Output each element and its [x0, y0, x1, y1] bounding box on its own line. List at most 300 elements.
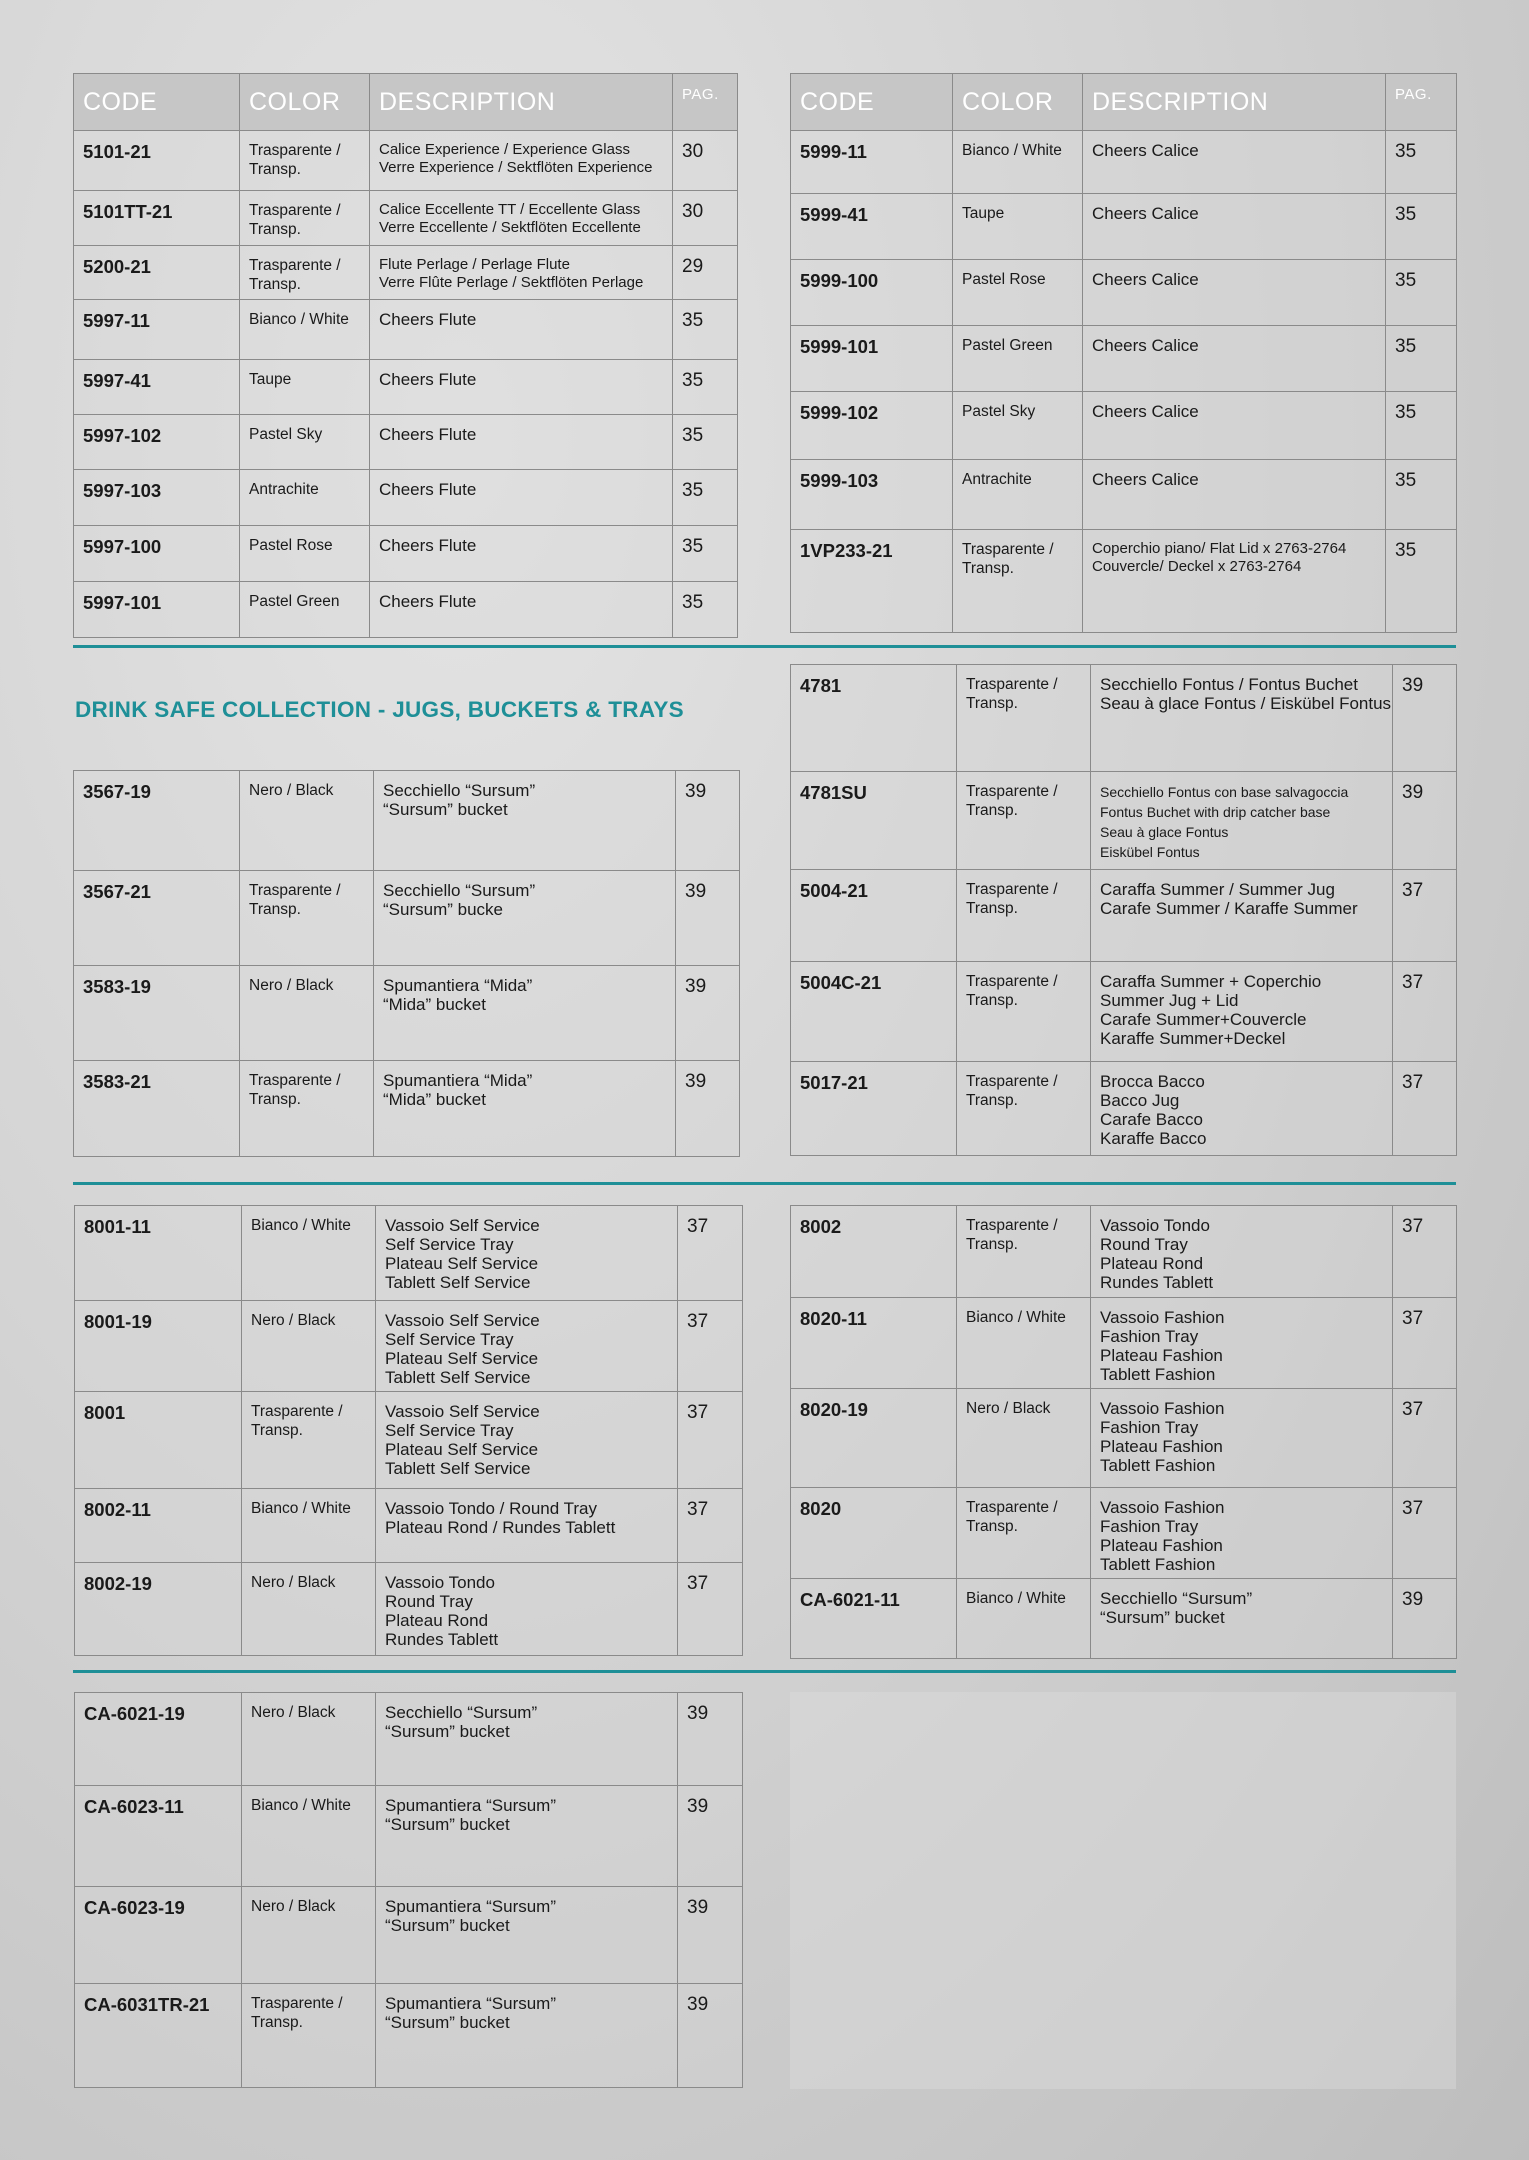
product-description: [1083, 194, 1386, 260]
description-line: Seau à glace Fontus / Eiskübel Fontus: [1100, 694, 1392, 713]
color-line: Pastel Green: [962, 337, 1053, 354]
catalog-page-number: 37: [678, 1563, 743, 1656]
description-line: Summer Jug + Lid: [1100, 991, 1239, 1010]
product-code: 5997-11: [74, 300, 240, 360]
catalog-table-top-right: [790, 73, 1457, 633]
catalog-page-number: 37: [1393, 962, 1457, 1062]
table-row: [791, 392, 1457, 460]
product-color: [957, 1298, 1091, 1389]
catalog-page-number: 39: [1393, 772, 1457, 870]
description-line: Round Tray: [385, 1592, 473, 1611]
product-code: 5997-102: [74, 415, 240, 470]
color-line: Trasparente /: [966, 881, 1058, 898]
catalog-page-number: 35: [1386, 326, 1457, 392]
table-header-row: [74, 74, 738, 131]
table-row: [75, 1563, 743, 1656]
description-line: “Sursum” bucke: [383, 900, 503, 919]
catalog-page-number: 35: [673, 415, 738, 470]
description-line: Secchiello “Sursum”: [1100, 1589, 1253, 1608]
catalog-page-number: 39: [676, 966, 740, 1061]
description-line: Tablett Self Service: [385, 1368, 531, 1387]
description-line: “Sursum” bucket: [383, 800, 508, 819]
product-color: [957, 1488, 1091, 1579]
product-code: CA-6023-11: [75, 1786, 242, 1887]
description-line: Cheers Flute: [379, 536, 477, 555]
product-code: CA-6021-19: [75, 1693, 242, 1786]
description-line: Spumantiera “Sursum”: [385, 1994, 557, 2013]
color-line: Nero / Black: [251, 1898, 336, 1915]
product-color: [240, 191, 370, 246]
product-code: 3583-21: [74, 1061, 240, 1157]
description-line: “Sursum” bucket: [385, 1722, 510, 1741]
color-line: Transp.: [251, 1422, 303, 1439]
color-line: Antrachite: [249, 481, 319, 498]
catalog-page-number: 30: [673, 191, 738, 246]
description-line: “Sursum” bucket: [1100, 1608, 1225, 1627]
product-code: 5200-21: [74, 246, 240, 300]
table-row: [791, 194, 1457, 260]
product-color: [957, 962, 1091, 1062]
product-color: [242, 1786, 376, 1887]
product-color: [242, 1693, 376, 1786]
product-code: 5997-41: [74, 360, 240, 415]
product-description: [1091, 665, 1393, 772]
catalog-page-number: 37: [1393, 1062, 1457, 1156]
product-color: [242, 1489, 376, 1563]
catalog-page-number: 37: [1393, 1206, 1457, 1298]
color-line: Trasparente /: [249, 142, 341, 159]
color-line: Transp.: [249, 276, 301, 293]
color-line: Bianco / White: [251, 1217, 351, 1234]
table-row: [791, 1298, 1457, 1389]
description-line: Couvercle/ Deckel x 2763-2764: [1092, 558, 1302, 575]
color-line: Pastel Sky: [962, 403, 1036, 420]
product-color: [240, 771, 374, 871]
product-color: [953, 260, 1083, 326]
product-code: 5997-101: [74, 582, 240, 638]
product-color: [957, 665, 1091, 772]
product-color: [953, 326, 1083, 392]
product-color: [957, 870, 1091, 962]
product-color: [953, 460, 1083, 530]
catalog-page-number: 35: [1386, 260, 1457, 326]
product-description: [376, 1489, 678, 1563]
header-description: DESCRIPTION: [1083, 74, 1386, 131]
description-line: Verre Experience / Sektflöten Experience: [379, 159, 653, 176]
product-code: 8001: [75, 1392, 242, 1489]
table-row: [791, 870, 1457, 962]
product-color: [957, 1062, 1091, 1156]
product-description: [370, 582, 673, 638]
table-row: [74, 526, 738, 582]
table-row: [74, 360, 738, 415]
description-line: Cheers Flute: [379, 425, 477, 444]
product-color: [240, 415, 370, 470]
description-line: Secchiello Fontus con base salvagoccia: [1100, 784, 1349, 800]
description-line: Cheers Flute: [379, 370, 477, 389]
color-line: Trasparente /: [249, 1072, 341, 1089]
description-line: Cheers Flute: [379, 310, 477, 329]
description-line: Tablett Fashion: [1100, 1365, 1216, 1384]
color-line: Antrachite: [962, 471, 1032, 488]
description-line: Spumantiera “Mida”: [383, 1071, 533, 1090]
product-color: [242, 1984, 376, 2088]
description-line: Vassoio Fashion: [1100, 1399, 1225, 1418]
color-line: Trasparente /: [966, 973, 1058, 990]
color-line: Nero / Black: [251, 1574, 336, 1591]
table-row: [74, 191, 738, 246]
product-description: [1083, 326, 1386, 392]
catalog-page-number: 29: [673, 246, 738, 300]
catalog-page-number: 39: [676, 871, 740, 966]
product-color: [957, 1579, 1091, 1659]
catalog-page-number: 35: [1386, 530, 1457, 633]
description-line: Fashion Tray: [1100, 1517, 1199, 1536]
description-line: Tablett Fashion: [1100, 1456, 1216, 1475]
color-line: Trasparente /: [249, 202, 341, 219]
product-color: [240, 966, 374, 1061]
description-line: Vassoio Self Service: [385, 1311, 540, 1330]
catalog-page-number: 39: [676, 1061, 740, 1157]
description-line: Karaffe Bacco: [1100, 1129, 1207, 1148]
product-color: [240, 360, 370, 415]
product-color: [240, 871, 374, 966]
catalog-page-number: 35: [1386, 194, 1457, 260]
table-row: [74, 300, 738, 360]
color-line: Trasparente /: [966, 676, 1058, 693]
product-description: [370, 131, 673, 191]
color-line: Trasparente /: [251, 1403, 343, 1420]
product-color: [242, 1206, 376, 1301]
catalog-page-number: 37: [1393, 870, 1457, 962]
divider-3: [73, 1670, 1456, 1673]
product-code: 8001-19: [75, 1301, 242, 1392]
table-row: [74, 131, 738, 191]
table-row: [791, 530, 1457, 633]
catalog-table-low-right: [790, 1205, 1457, 1659]
product-description: [1091, 1298, 1393, 1389]
description-line: “Sursum” bucket: [385, 2013, 510, 2032]
product-code: 5999-102: [791, 392, 953, 460]
product-description: [1091, 1488, 1393, 1579]
product-code: 5997-100: [74, 526, 240, 582]
color-line: Nero / Black: [251, 1704, 336, 1721]
header-color: COLOR: [240, 74, 370, 131]
product-color: [240, 582, 370, 638]
product-description: [376, 1563, 678, 1656]
table-row: [74, 246, 738, 300]
description-line: Self Service Tray: [385, 1235, 514, 1254]
description-line: Secchiello “Sursum”: [385, 1703, 538, 1722]
description-line: Cheers Flute: [379, 592, 477, 611]
color-line: Transp.: [249, 221, 301, 238]
product-color: [953, 131, 1083, 194]
product-description: [370, 360, 673, 415]
catalog-page-number: 39: [678, 1786, 743, 1887]
table-row: [791, 665, 1457, 772]
header-page: PAG.: [1386, 74, 1457, 131]
color-line: Transp.: [966, 695, 1018, 712]
catalog-page-number: 35: [673, 300, 738, 360]
product-description: [374, 1061, 676, 1157]
description-line: Plateau Self Service: [385, 1440, 539, 1459]
product-code: 5999-11: [791, 131, 953, 194]
color-line: Nero / Black: [966, 1400, 1051, 1417]
description-line: Karaffe Summer+Deckel: [1100, 1029, 1286, 1048]
description-line: Calice Experience / Experience Glass: [379, 141, 630, 158]
product-description: [1083, 530, 1386, 633]
color-line: Nero / Black: [249, 977, 334, 994]
catalog-page-number: 39: [678, 1984, 743, 2088]
product-description: [376, 1206, 678, 1301]
product-code: 3583-19: [74, 966, 240, 1061]
color-line: Transp.: [249, 901, 301, 918]
table-row: [791, 260, 1457, 326]
color-line: Transp.: [962, 560, 1014, 577]
product-description: [376, 1887, 678, 1984]
product-description: [370, 300, 673, 360]
table-row: [75, 1301, 743, 1392]
table-row: [791, 1488, 1457, 1579]
product-code: 5999-100: [791, 260, 953, 326]
product-description: [370, 191, 673, 246]
header-color: COLOR: [953, 74, 1083, 131]
description-line: Vassoio Tondo: [385, 1573, 495, 1592]
description-line: Vassoio Self Service: [385, 1402, 540, 1421]
color-line: Transp.: [249, 1091, 301, 1108]
catalog-page-number: 35: [1386, 392, 1457, 460]
table-row: [74, 1061, 740, 1157]
product-code: CA-6023-19: [75, 1887, 242, 1984]
product-code: CA-6031TR-21: [75, 1984, 242, 2088]
table-row: [75, 1693, 743, 1786]
divider-2: [73, 1182, 1456, 1185]
description-line: Plateau Self Service: [385, 1349, 539, 1368]
product-description: [1091, 1389, 1393, 1488]
header-page: PAG.: [673, 74, 738, 131]
table-row: [75, 1984, 743, 2088]
color-line: Trasparente /: [966, 1217, 1058, 1234]
description-line: Vassoio Tondo: [1100, 1216, 1210, 1235]
catalog-page-number: 30: [673, 131, 738, 191]
product-color: [242, 1563, 376, 1656]
description-line: Cheers Calice: [1092, 336, 1199, 355]
description-line: “Sursum” bucket: [385, 1916, 510, 1935]
table-row: [791, 131, 1457, 194]
product-description: [370, 415, 673, 470]
product-description: [376, 1301, 678, 1392]
product-description: [376, 1984, 678, 2088]
catalog-table-low-left: [74, 1205, 743, 1656]
header-code: CODE: [74, 74, 240, 131]
description-line: Seau à glace Fontus: [1100, 824, 1229, 840]
product-code: 8002-11: [75, 1489, 242, 1563]
product-color: [240, 526, 370, 582]
catalog-page-number: 35: [1386, 131, 1457, 194]
table-row: [75, 1887, 743, 1984]
description-line: Verre Eccellente / Sektflöten Eccellente: [379, 219, 641, 236]
description-line: Plateau Self Service: [385, 1254, 539, 1273]
product-color: [957, 1206, 1091, 1298]
description-line: Plateau Rond: [1100, 1254, 1204, 1273]
description-line: Cheers Flute: [379, 480, 477, 499]
catalog-page-number: 37: [1393, 1488, 1457, 1579]
product-description: [1083, 260, 1386, 326]
description-line: Tablett Self Service: [385, 1273, 531, 1292]
description-line: Carafe Bacco: [1100, 1110, 1203, 1129]
catalog-page-number: 35: [673, 526, 738, 582]
color-line: Pastel Rose: [962, 271, 1046, 288]
description-line: Flute Perlage / Perlage Flute: [379, 256, 570, 273]
description-line: Brocca Bacco: [1100, 1072, 1205, 1091]
catalog-table-mid-left: [73, 770, 740, 1157]
catalog-page-number: 39: [676, 771, 740, 871]
table-row: [791, 326, 1457, 392]
color-line: Taupe: [249, 371, 292, 388]
header-code: CODE: [791, 74, 953, 131]
table-row: [75, 1392, 743, 1489]
catalog-page-number: 39: [1393, 1579, 1457, 1659]
product-color: [240, 131, 370, 191]
color-line: Transp.: [251, 2014, 303, 2031]
product-color: [242, 1301, 376, 1392]
product-code: 4781: [791, 665, 957, 772]
description-line: Self Service Tray: [385, 1421, 514, 1440]
product-description: [376, 1693, 678, 1786]
product-code: 5997-103: [74, 470, 240, 526]
description-line: Plateau Rond / Rundes Tablett: [385, 1518, 616, 1537]
product-color: [240, 300, 370, 360]
catalog-page-number: 35: [673, 582, 738, 638]
table-row: [791, 1206, 1457, 1298]
catalog-page-number: 39: [678, 1693, 743, 1786]
product-code: 1VP233-21: [791, 530, 953, 633]
color-line: Transp.: [966, 1092, 1018, 1109]
color-line: Trasparente /: [251, 1995, 343, 2012]
table-row: [791, 1579, 1457, 1659]
color-line: Pastel Green: [249, 593, 340, 610]
product-color: [240, 470, 370, 526]
table-row: [791, 962, 1457, 1062]
catalog-page-number: 35: [1386, 460, 1457, 530]
description-line: Spumantiera “Sursum”: [385, 1897, 557, 1916]
description-line: Fashion Tray: [1100, 1418, 1199, 1437]
product-description: [370, 246, 673, 300]
color-line: Pastel Sky: [249, 426, 323, 443]
product-color: [953, 194, 1083, 260]
description-line: Self Service Tray: [385, 1330, 514, 1349]
description-line: Spumantiera “Sursum”: [385, 1796, 557, 1815]
description-line: Secchiello “Sursum”: [383, 881, 536, 900]
table-row: [74, 582, 738, 638]
description-line: Tablett Fashion: [1100, 1555, 1216, 1574]
color-line: Trasparente /: [966, 1073, 1058, 1090]
product-code: 5999-41: [791, 194, 953, 260]
color-line: Transp.: [249, 161, 301, 178]
product-color: [240, 1061, 374, 1157]
catalog-table-top-left: [73, 73, 738, 638]
product-color: [242, 1887, 376, 1984]
color-line: Transp.: [966, 1236, 1018, 1253]
color-line: Pastel Rose: [249, 537, 333, 554]
product-description: [374, 966, 676, 1061]
color-line: Trasparente /: [966, 783, 1058, 800]
description-line: Vassoio Fashion: [1100, 1308, 1225, 1327]
description-line: “Mida” bucket: [383, 995, 486, 1014]
product-color: [242, 1392, 376, 1489]
product-code: 5999-101: [791, 326, 953, 392]
color-line: Transp.: [966, 1518, 1018, 1535]
product-code: 8020-19: [791, 1389, 957, 1488]
description-line: Fontus Buchet with drip catcher base: [1100, 804, 1331, 820]
product-code: 5101-21: [74, 131, 240, 191]
catalog-page-number: 35: [673, 360, 738, 415]
product-code: 8020: [791, 1488, 957, 1579]
table-row: [75, 1489, 743, 1563]
product-description: [1091, 1206, 1393, 1298]
description-line: Round Tray: [1100, 1235, 1188, 1254]
product-description: [1083, 392, 1386, 460]
color-line: Trasparente /: [966, 1499, 1058, 1516]
catalog-page-number: 39: [1393, 665, 1457, 772]
description-line: Plateau Rond: [385, 1611, 489, 1630]
description-line: Secchiello “Sursum”: [383, 781, 536, 800]
product-description: [376, 1392, 678, 1489]
table-row: [791, 1389, 1457, 1488]
description-line: Plateau Fashion: [1100, 1536, 1223, 1555]
catalog-table-bottom-left: [74, 1692, 743, 2088]
product-description: [1083, 131, 1386, 194]
table-row: [791, 460, 1457, 530]
product-code: 5101TT-21: [74, 191, 240, 246]
product-code: 5999-103: [791, 460, 953, 530]
description-line: Eiskübel Fontus: [1100, 844, 1200, 860]
catalog-page-number: 37: [1393, 1389, 1457, 1488]
table-row: [74, 871, 740, 966]
color-line: Trasparente /: [962, 541, 1054, 558]
description-line: Cheers Calice: [1092, 270, 1199, 289]
table-row: [75, 1206, 743, 1301]
description-line: Spumantiera “Mida”: [383, 976, 533, 995]
description-line: Carafe Summer+Couvercle: [1100, 1010, 1307, 1029]
catalog-page-number: 35: [673, 470, 738, 526]
color-line: Transp.: [966, 992, 1018, 1009]
description-line: Plateau Fashion: [1100, 1437, 1223, 1456]
product-description: [1083, 460, 1386, 530]
description-line: Bacco Jug: [1100, 1091, 1180, 1110]
product-code: 8002-19: [75, 1563, 242, 1656]
description-line: Plateau Fashion: [1100, 1346, 1223, 1365]
product-color: [240, 246, 370, 300]
color-line: Bianco / White: [966, 1309, 1066, 1326]
description-line: Fashion Tray: [1100, 1327, 1199, 1346]
product-description: [374, 871, 676, 966]
color-line: Nero / Black: [249, 782, 334, 799]
product-description: [1091, 870, 1393, 962]
color-line: Bianco / White: [962, 142, 1062, 159]
table-row: [74, 415, 738, 470]
product-code: 5004-21: [791, 870, 957, 962]
divider-1: [73, 645, 1456, 648]
product-description: [374, 771, 676, 871]
product-color: [953, 530, 1083, 633]
product-description: [370, 526, 673, 582]
section-title: DRINK SAFE COLLECTION - JUGS, BUCKETS & TRAYS: [75, 697, 684, 722]
description-line: Carafe Summer / Karaffe Summer: [1100, 899, 1358, 918]
description-line: Rundes Tablett: [1100, 1273, 1214, 1292]
description-line: Tablett Self Service: [385, 1459, 531, 1478]
catalog-page-number: 39: [678, 1887, 743, 1984]
